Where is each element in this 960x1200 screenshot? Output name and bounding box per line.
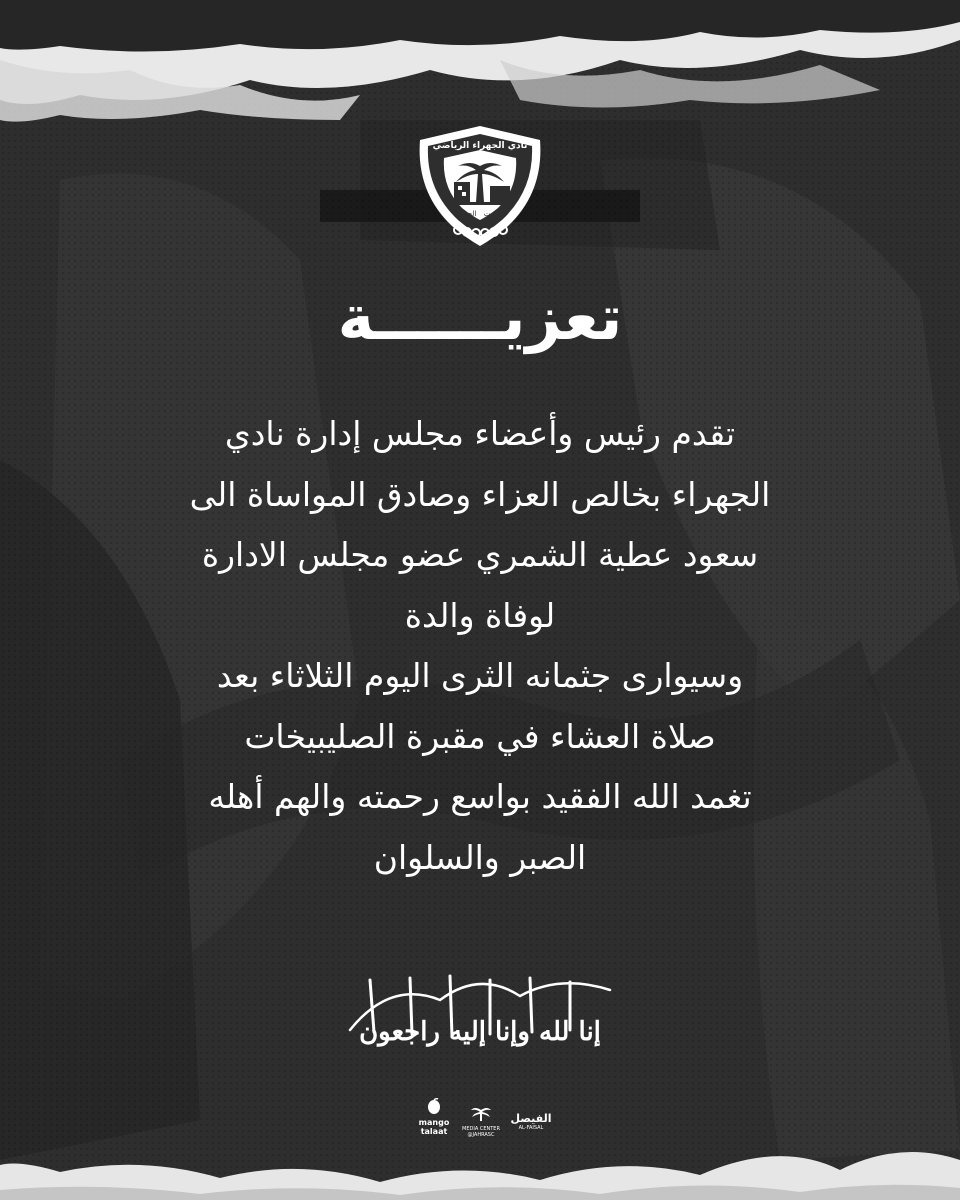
talaat-label: talaat: [420, 1127, 448, 1136]
condolence-message: [130, 404, 830, 888]
mango-icon: [427, 1098, 441, 1114]
message-line: صلاة العشاء في مقبرة الصليبيخات: [244, 716, 716, 756]
media-center-logo: [456, 1106, 506, 1138]
calligraphy-verse: [330, 960, 630, 1060]
mango-label: mango: [418, 1118, 450, 1127]
sponsor-logos: [0, 1098, 960, 1168]
crest-club-name: نادي الجهراء الرياضي: [432, 141, 528, 151]
faisal-label: الفيصل: [510, 1112, 552, 1125]
mango-talaat-logo: [414, 1098, 454, 1136]
media-handle: @JAHRASC: [467, 1132, 495, 1138]
crest-city: الجهراء: [455, 210, 477, 218]
message-line: سعود عطية الشمري عضو مجلس الادارة: [201, 535, 759, 574]
message-line: تقدم رئيس وأعضاء مجلس إدارة نادي: [224, 414, 736, 453]
palm-icon: [469, 1106, 493, 1122]
message-line: تغمد الله الفقيد بواسع رحمته والهم أهله: [208, 777, 752, 816]
message-line: الجهراء بخالص العزاء وصادق المواساة الى: [189, 474, 771, 514]
media-center-label: MEDIA CENTER: [462, 1126, 500, 1132]
verse-text: إنا لله وإنا إليه راجعون: [359, 1017, 601, 1047]
message-line: لوفاة والدة: [404, 595, 556, 635]
faisal-sub-label: AL-FAISAL: [518, 1125, 544, 1131]
condolence-title: تعزيــــــة: [337, 281, 623, 354]
message-line: الصبر والسلوان: [373, 837, 587, 877]
crest-country: الكويت: [483, 210, 505, 218]
club-crest-logo: [412, 122, 548, 250]
al-faisal-logo: [506, 1112, 556, 1131]
message-line: وسيوارى جثمانه الثرى اليوم الثلاثاء بعد: [216, 656, 744, 695]
